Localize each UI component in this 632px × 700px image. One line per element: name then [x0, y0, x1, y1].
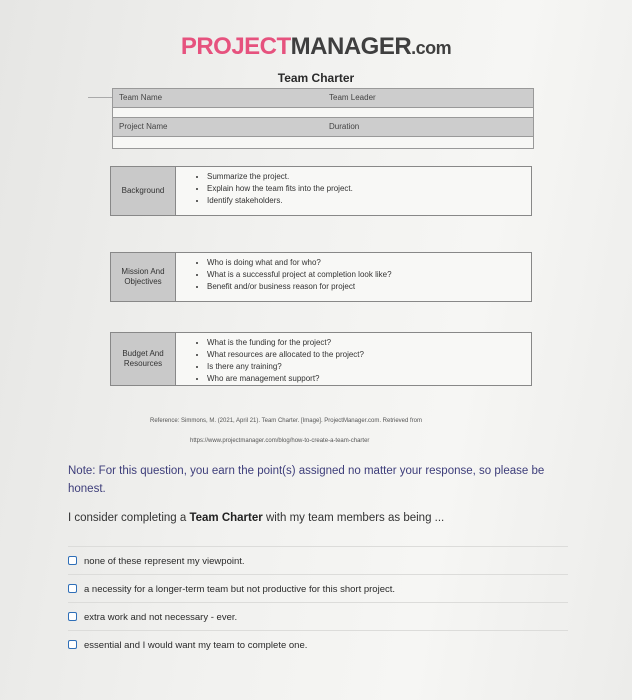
list-item: • What resources are allocated to the project? [207, 349, 364, 361]
mission-section [110, 252, 532, 302]
background-bullets [197, 171, 353, 207]
prompt-after: with my team members as being ... [262, 512, 445, 524]
checkbox[interactable] [68, 612, 77, 621]
option-label: none of these represent my viewpoint. [84, 556, 245, 567]
note-text: Note: For this question, you earn the point(s) assigned no matter your response, so please be honest. [68, 465, 545, 495]
checkbox[interactable] [68, 556, 77, 565]
duration-label: Duration [329, 122, 360, 131]
answer-option-necessity[interactable] [68, 574, 568, 603]
list-item: • What is a successful project at completion look like? [207, 269, 392, 281]
mission-bullets [197, 257, 392, 293]
question-prompt [68, 512, 568, 524]
team-name-label: Team Name [119, 93, 163, 102]
option-label: extra work and not necessary - ever. [84, 612, 238, 623]
budget-label: Budget And Resources [111, 333, 176, 385]
logo-part-manager: MANAGER [290, 33, 412, 60]
project-fields-box [112, 137, 534, 149]
list-item: • Benefit and/or business reason for project [207, 281, 392, 293]
background-label: Background [111, 167, 176, 215]
team-leader-label: Team Leader [329, 93, 376, 102]
list-item: • Explain how the team fits into the project. [207, 183, 353, 195]
projectmanager-logo [0, 33, 632, 61]
mission-label: Mission And Objectives [111, 253, 176, 301]
list-item: • Summarize the project. [207, 171, 353, 183]
logo-suffix: .com [411, 38, 452, 58]
project-name-label: Project Name [119, 122, 168, 131]
answer-option-essential[interactable] [68, 630, 568, 659]
list-item: • What is the funding for the project? [207, 337, 364, 349]
option-label: essential and I would want my team to complete one. [84, 640, 308, 651]
logo-part-project: PROJECT [180, 33, 291, 60]
answer-option-extra-work[interactable] [68, 602, 568, 631]
background-section [110, 166, 532, 216]
divider [88, 97, 112, 98]
checkbox[interactable] [68, 584, 77, 593]
reference-line1: Reference: Simmons, M. (2021, April 21). Team Charter. [Image]. ProjectManager.com. Retrieved from [150, 418, 423, 424]
prompt-bold: Team Charter [189, 512, 263, 524]
charter-title: Team Charter [277, 71, 355, 85]
list-item: • Who is doing what and for who? [207, 257, 392, 269]
project-header-row [112, 117, 534, 137]
team-header-row [112, 88, 534, 108]
reference-url: https://www.projectmanager.com/blog/how-to-create-a-team-charter [190, 438, 370, 444]
budget-section [110, 332, 532, 386]
list-item: • Who are management support? [207, 373, 364, 385]
list-item: • Identify stakeholders. [207, 195, 353, 207]
checkbox[interactable] [68, 640, 77, 649]
option-label: a necessity for a longer-term team but not productive for this short project. [84, 584, 396, 595]
answer-option-none[interactable] [68, 546, 568, 575]
list-item: • Is there any training? [207, 361, 364, 373]
prompt-before: I consider completing a [68, 512, 190, 524]
budget-bullets [197, 337, 364, 385]
